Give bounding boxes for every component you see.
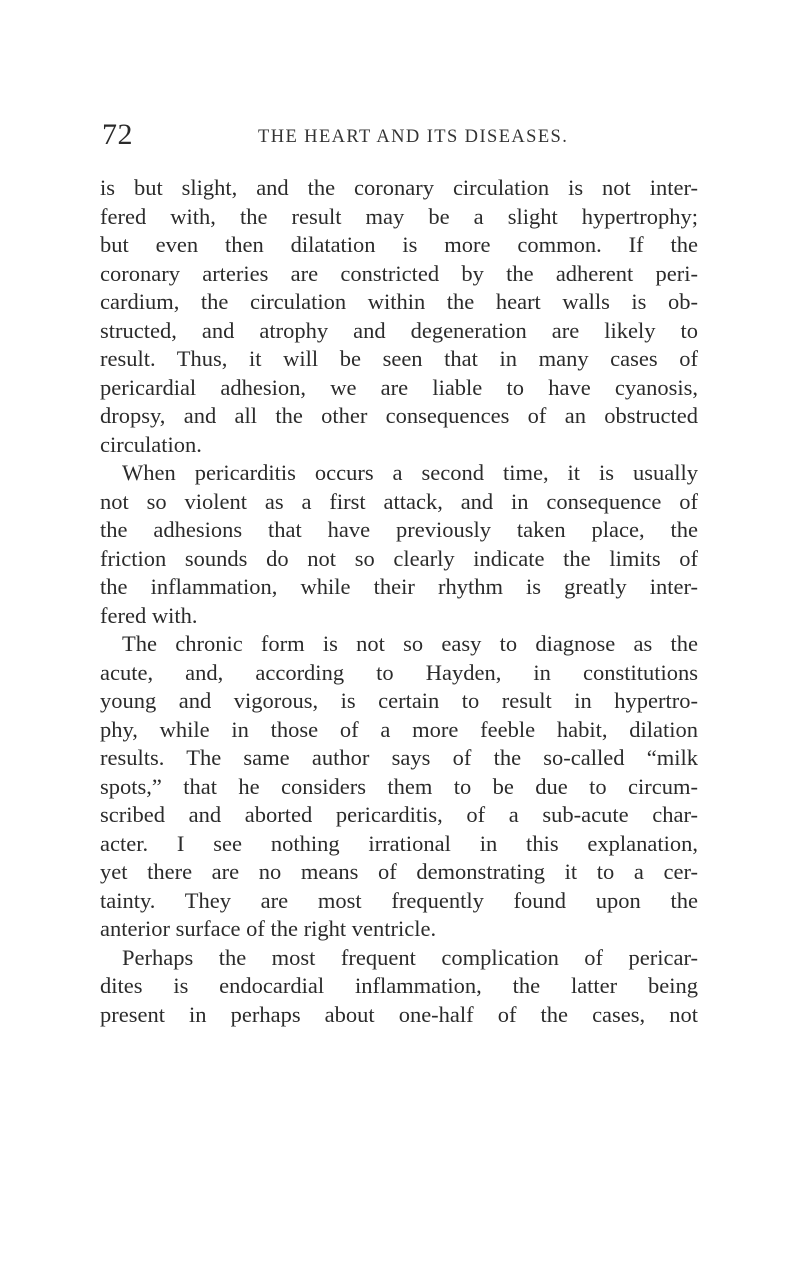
running-head: THE HEART AND ITS DISEASES. [258,127,569,147]
text-line: the adhesions that have previously taken place, the [100,517,698,542]
text-line: Perhaps the most frequent complication of pericar- [122,944,698,970]
text-line: dropsy, and all the other consequences of an obstructed [100,403,698,428]
text-line: spots,” that he considers them to be due to circum- [100,773,698,799]
text-line: friction sounds do not so clearly indicate the limits of [100,545,698,571]
text-line: but even then dilatation is more common. If the [100,232,698,257]
page-number: 72 [102,118,133,151]
text-line: circulation. [100,431,202,457]
text-line: dites is endocardial inflammation, the latter being [100,973,698,998]
page-header [100,120,700,150]
body-text [100,174,698,1029]
text-line: acter. I see nothing irrational in this explanation, [100,830,698,856]
text-line: scribed and aborted pericarditis, of a sub-acute char- [100,802,698,827]
text-line: structed, and atrophy and degeneration are likely to [100,317,698,343]
text-line: results. The same author says of the so-called “milk [100,745,698,770]
text-line: phy, while in those of a more feeble habit, dilation [100,716,698,742]
text-line: the inflammation, while their rhythm is greatly inter- [100,574,698,599]
text-line: fered with, the result may be a slight hypertrophy; [100,203,698,229]
text-line: anterior surface of the right ventricle. [100,916,437,941]
text-line: young and vigorous, is certain to result in hypertro- [100,688,698,713]
text-line: coronary arteries are constricted by the adherent peri- [100,260,698,286]
text-line: fered with. [100,602,198,628]
text-line: result. Thus, it will be seen that in many cases of [100,346,698,371]
text-line: acute, and, according to Hayden, in constitutions [100,659,698,685]
text-line: pericardial adhesion, we are liable to have cyanosis, [100,374,698,400]
text-line: is but slight, and the coronary circulation is not inter- [100,175,698,200]
text-line: cardium, the circulation within the heart walls is ob- [100,289,698,314]
text-line: present in perhaps about one-half of the cases, not [100,1001,698,1027]
text-line: tainty. They are most frequently found upon the [100,887,698,913]
text-line: not so violent as a first attack, and in consequence of [100,488,698,514]
text-line: The chronic form is not so easy to diagnose as the [122,631,698,656]
text-line: When pericarditis occurs a second time, it is usually [122,460,698,485]
text-line: yet there are no means of demonstrating it to a cer- [100,859,698,884]
